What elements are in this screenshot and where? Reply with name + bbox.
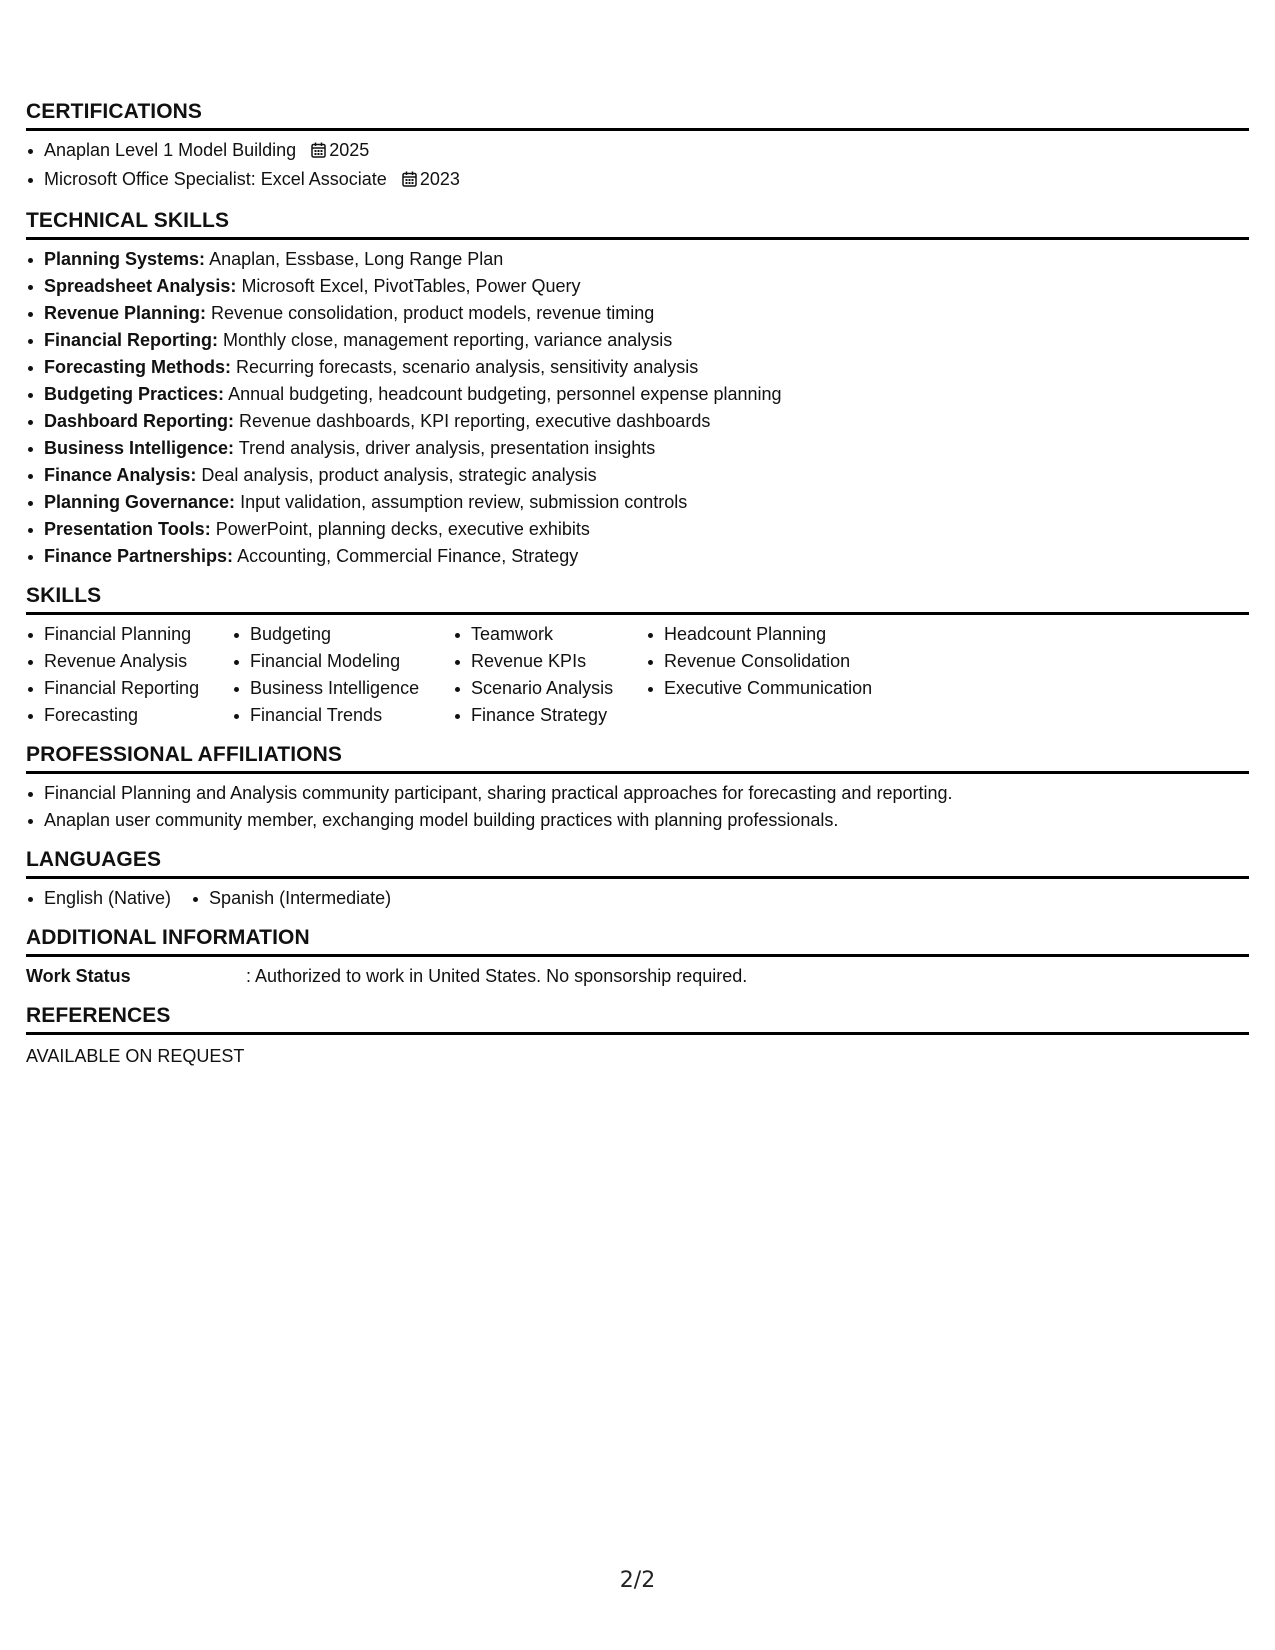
list-item: English (Native) (26, 885, 171, 912)
section-title-languages: LANGUAGES (26, 848, 1249, 879)
list-item: Financial Reporting (26, 675, 232, 702)
certification-date (311, 140, 369, 160)
list-item (26, 381, 1249, 408)
skill-detail: Deal analysis, product analysis, strategic analysis (201, 465, 597, 485)
skills-section (26, 584, 1249, 729)
skill-category: Spreadsheet Analysis: (44, 276, 237, 296)
list-item: Financial Modeling (232, 648, 453, 675)
skill-detail: Input validation, assumption review, submission controls (240, 492, 688, 512)
certification-date (402, 169, 460, 189)
skill-detail: Monthly close, management reporting, variance analysis (223, 330, 673, 350)
section-title-references: REFERENCES (26, 1004, 1249, 1035)
skills-column (646, 621, 906, 729)
certification-year: 2025 (329, 140, 370, 160)
technical-skills-section (26, 209, 1249, 570)
section-title-skills: SKILLS (26, 584, 1249, 615)
list-item: Revenue Consolidation (646, 648, 906, 675)
languages-row (26, 885, 1249, 912)
skill-detail: Recurring forecasts, scenario analysis, sensitivity analysis (236, 357, 699, 377)
skill-category: Financial Reporting: (44, 330, 219, 350)
work-status-label: Work Status (26, 966, 131, 986)
affiliations-section (26, 743, 1249, 834)
list-item (26, 408, 1249, 435)
calendar-icon (402, 168, 417, 195)
section-title-certifications: CERTIFICATIONS (26, 100, 1249, 131)
list-item: Spanish (Intermediate) (191, 885, 391, 912)
skill-detail: PowerPoint, planning decks, executive exhibits (215, 519, 590, 539)
languages-section (26, 848, 1249, 912)
list-item (26, 516, 1249, 543)
certifications-list (26, 137, 1249, 195)
calendar-icon (311, 139, 326, 166)
list-item: Revenue Analysis (26, 648, 232, 675)
skill-detail: Revenue dashboards, KPI reporting, executive dashboards (239, 411, 711, 431)
list-item (26, 354, 1249, 381)
list-item (26, 327, 1249, 354)
certification-name: Anaplan Level 1 Model Building (44, 140, 297, 160)
list-item: Headcount Planning (646, 621, 906, 648)
skills-column (453, 621, 646, 729)
list-item (26, 300, 1249, 327)
certification-year: 2023 (419, 169, 460, 189)
skill-category: Finance Partnerships: (44, 546, 234, 566)
languages-list (26, 885, 411, 912)
list-item (26, 273, 1249, 300)
references-section (26, 1004, 1249, 1070)
list-item: Executive Communication (646, 675, 906, 702)
section-title-technical-skills: TECHNICAL SKILLS (26, 209, 1249, 240)
list-item: Forecasting (26, 702, 232, 729)
list-item (26, 246, 1249, 273)
list-item: Budgeting (232, 621, 453, 648)
certification-name: Microsoft Office Specialist: Excel Associate (44, 169, 387, 189)
skill-category: Revenue Planning: (44, 303, 207, 323)
skill-category: Planning Systems: (44, 249, 206, 269)
affiliations-list (26, 780, 1249, 834)
skill-detail: Annual budgeting, headcount budgeting, personnel expense planning (228, 384, 782, 404)
list-item (26, 166, 1249, 195)
list-item (26, 462, 1249, 489)
list-item: Scenario Analysis (453, 675, 646, 702)
skill-category: Planning Governance: (44, 492, 236, 512)
certifications-section (26, 100, 1249, 195)
skills-grid (26, 621, 1249, 729)
list-item: Business Intelligence (232, 675, 453, 702)
list-item (26, 435, 1249, 462)
skill-detail: Revenue consolidation, product models, revenue timing (211, 303, 655, 323)
skill-category: Budgeting Practices: (44, 384, 225, 404)
skill-category: Finance Analysis: (44, 465, 197, 485)
skill-category: Dashboard Reporting: (44, 411, 235, 431)
list-item (26, 543, 1249, 570)
list-item: Finance Strategy (453, 702, 646, 729)
list-item: Teamwork (453, 621, 646, 648)
skills-column (26, 621, 232, 729)
skill-detail: Microsoft Excel, PivotTables, Power Query (241, 276, 581, 296)
page-number: 2/2 (619, 1568, 656, 1593)
work-status-row (26, 963, 1249, 990)
skill-detail: Accounting, Commercial Finance, Strategy (237, 546, 579, 566)
skill-category: Presentation Tools: (44, 519, 211, 539)
skill-detail: Anaplan, Essbase, Long Range Plan (209, 249, 504, 269)
section-title-additional-info: ADDITIONAL INFORMATION (26, 926, 1249, 957)
technical-skills-list (26, 246, 1249, 570)
skill-category: Forecasting Methods: (44, 357, 232, 377)
work-status-value: : Authorized to work in United States. No sponsorship required. (246, 966, 748, 986)
list-item: Financial Trends (232, 702, 453, 729)
list-item: Financial Planning and Analysis community participant, sharing practical approaches for forecasting and reporting. (26, 780, 1249, 807)
list-item (26, 137, 1249, 166)
list-item: Anaplan user community member, exchanging model building practices with planning professionals. (26, 807, 1249, 834)
skill-detail: Trend analysis, driver analysis, presentation insights (238, 438, 656, 458)
references-text: AVAILABLE ON REQUEST (26, 1046, 245, 1066)
skills-column (232, 621, 453, 729)
additional-info-section (26, 926, 1249, 990)
list-item (26, 489, 1249, 516)
section-title-affiliations: PROFESSIONAL AFFILIATIONS (26, 743, 1249, 774)
skill-category: Business Intelligence: (44, 438, 235, 458)
list-item: Financial Planning (26, 621, 232, 648)
list-item: Revenue KPIs (453, 648, 646, 675)
